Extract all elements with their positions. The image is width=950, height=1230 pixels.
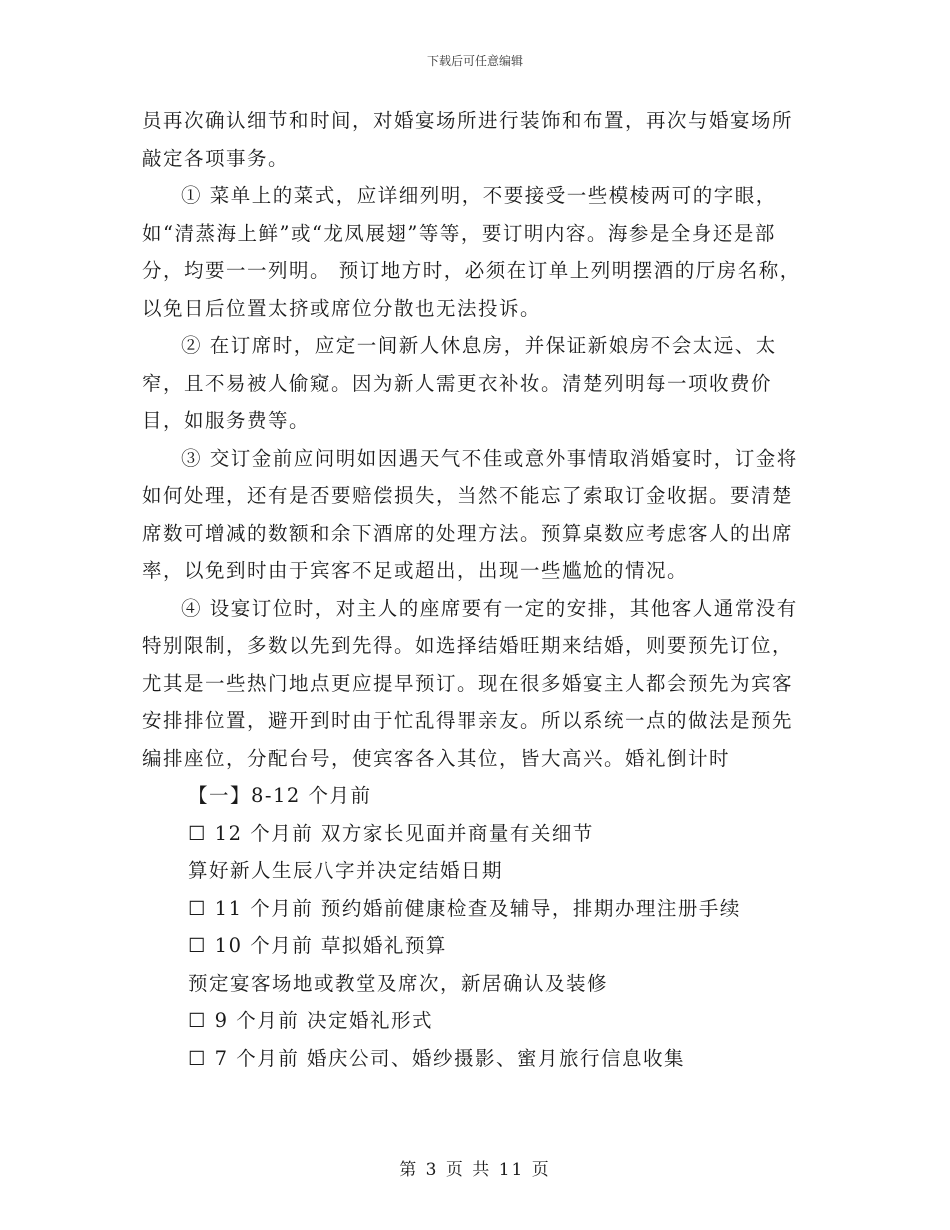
paragraph-menu-items: ① 菜单上的菜式，应详细列明，不要接受一些模棱两可的字眼，如“清蒸海上鲜”或“龙凤展翅”等等，要订明内容。海参是全身还是部分，均要一一列明。 预订地方时，必须在订单上列明摆酒的厅房名称，以免日后位置太挤或席位分散也无法投诉。 xyxy=(142,184,801,320)
paragraph-deposit: ③ 交订金前应问明如因遇天气不佳或意外事情取消婚宴时，订金将如何处理，还有是否要赔偿损失，当然不能忘了索取订金收据。要清楚席数可增减的数额和余下酒席的处理方法。预算桌数应考虑客人的出席率，以免到时由于宾客不足或超出，出现一些尴尬的情况。 xyxy=(142,446,798,582)
page-footer: 第 3 页 共 11 页 xyxy=(399,1160,551,1180)
list-item: ☐ 9 个月前 决定婚礼形式 xyxy=(188,1009,433,1032)
list-item: ☐ 12 个月前 双方家长见面并商量有关细节 xyxy=(188,821,594,845)
paragraph-continuation: 员再次确认细节和时间，对婚宴场所进行装饰和布置，再次与婚宴场所敲定各项事务。 xyxy=(142,109,794,170)
paragraph-seating: ④ 设宴订位时，对主人的座席要有一定的安排，其他客人通常没有特别限制，多数以先到先得。如选择结婚旺期来结婚，则要预先订位，尤其是一些热门地点更应提早预订。现在很多婚宴主人都会预先为宾客安排排位置，避开到时由于忙乱得罪亲友。所以系统一点的做法是预先编排座位，分配台号，使宾客各入其位，皆大高兴。婚礼倒计时 xyxy=(142,596,798,770)
document-body xyxy=(142,102,808,1077)
list-item: ☐ 7 个月前 婚庆公司、婚纱摄影、蜜月旅行信息收集 xyxy=(188,1046,685,1070)
countdown-section-heading: 【一】8-12 个月前 xyxy=(188,784,372,807)
countdown-list xyxy=(142,777,808,1077)
page-header: 下载后可任意编辑 xyxy=(426,54,523,68)
paragraph-rest-room: ② 在订席时，应定一间新人休息房，并保证新娘房不会太远、太窄，且不易被人偷窥。因为新人需更衣补妆。清楚列明每一项收费价目，如服务费等。 xyxy=(142,334,777,432)
list-item: ☐ 10 个月前 草拟婚礼预算 xyxy=(188,934,447,957)
list-item: 算好新人生辰八字并决定结婚日期 xyxy=(188,859,504,882)
list-item: 预定宴客场地或教堂及席次，新居确认及装修 xyxy=(188,971,609,995)
list-item: ☐ 11 个月前 预约婚前健康检查及辅导，排期办理注册手续 xyxy=(188,896,741,920)
